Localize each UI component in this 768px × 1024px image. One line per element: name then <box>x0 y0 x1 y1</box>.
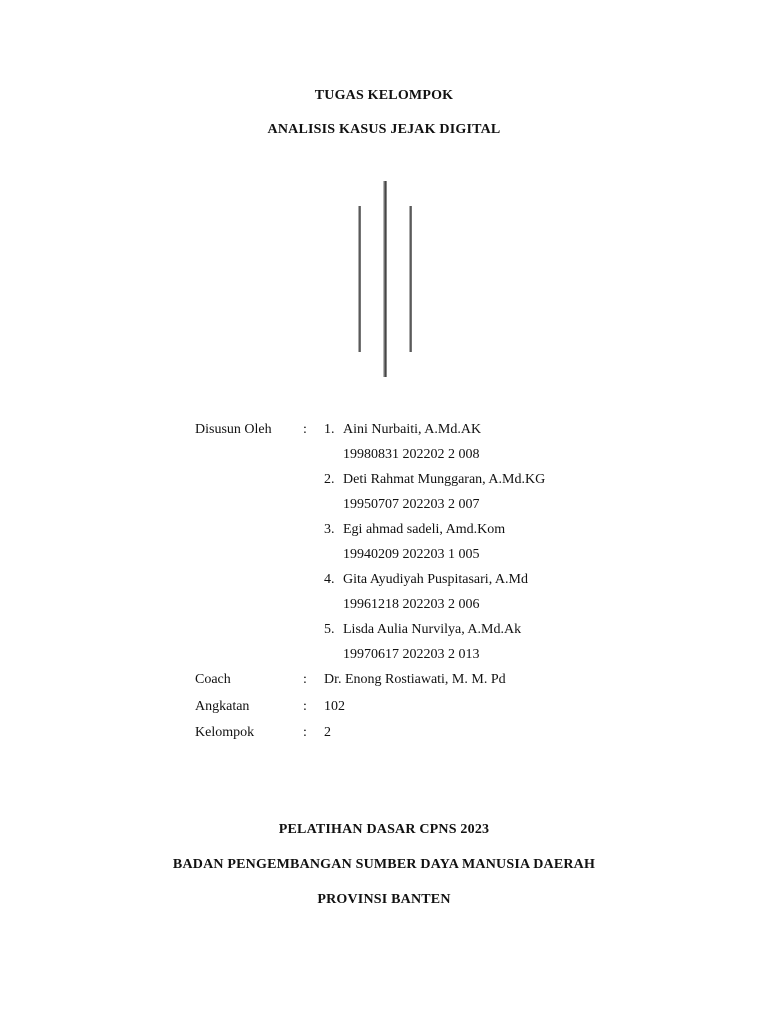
member-nip: 19940209 202203 1 005 <box>343 547 480 562</box>
angkatan-value: 102 <box>324 698 345 714</box>
document-title: TUGAS KELOMPOK <box>314 88 454 103</box>
colon: : <box>303 725 307 740</box>
member-name: Lisda Aulia Nurvilya, A.Md.Ak <box>343 622 522 637</box>
colon: : <box>303 698 307 714</box>
coach-value: Dr. Enong Rostiawati, M. M. Pd <box>324 672 506 687</box>
logo-bars-icon <box>340 176 430 381</box>
logo-bar-left <box>358 206 361 352</box>
logo-bar-right <box>409 206 412 352</box>
member-nip: 19961218 202203 2 006 <box>343 597 480 612</box>
member-nip: 19970617 202203 2 013 <box>343 647 480 662</box>
kelompok-value: 2 <box>324 725 331 740</box>
coach-label: Coach <box>195 672 231 687</box>
angkatan-label: Angkatan <box>195 698 250 714</box>
colon: : <box>303 672 307 687</box>
member-name: Deti Rahmat Munggaran, A.Md.KG <box>343 472 546 487</box>
member-number: 3. <box>324 522 335 537</box>
member-name: Aini Nurbaiti, A.Md.AK <box>343 422 482 437</box>
kelompok-label: Kelompok <box>195 725 255 740</box>
member-nip: 19980831 202202 2 008 <box>343 447 480 462</box>
member-number: 1. <box>324 422 335 437</box>
document-subtitle: ANALISIS KASUS JEJAK DIGITAL <box>267 122 501 137</box>
logo-bar-center <box>383 181 387 377</box>
footer-agency: BADAN PENGEMBANGAN SUMBER DAYA MANUSIA DAERAH <box>172 857 596 872</box>
member-name: Gita Ayudiyah Puspitasari, A.Md <box>343 572 528 587</box>
member-name: Egi ahmad sadeli, Amd.Kom <box>343 522 506 537</box>
disusun-label: Disusun Oleh <box>195 422 272 437</box>
member-number: 4. <box>324 572 335 587</box>
colon: : <box>303 422 307 437</box>
member-number: 2. <box>324 472 335 487</box>
footer-program: PELATIHAN DASAR CPNS 2023 <box>278 822 490 837</box>
footer-province: PROVINSI BANTEN <box>317 892 451 907</box>
member-number: 5. <box>324 622 335 637</box>
member-nip: 19950707 202203 2 007 <box>343 497 480 512</box>
